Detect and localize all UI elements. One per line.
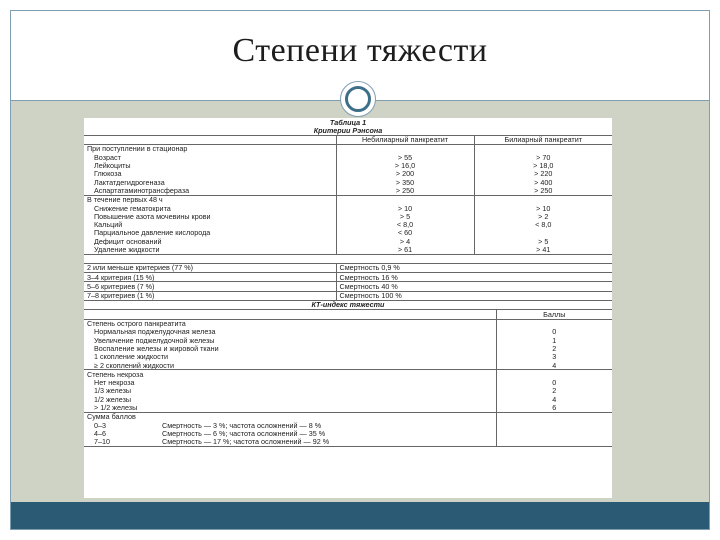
- row-value: > 200: [336, 170, 474, 178]
- section-title: Сумма баллов: [87, 412, 136, 422]
- row-label: Воспаление железы и жировой ткани: [94, 344, 219, 353]
- divider-ornament-icon: [340, 81, 376, 117]
- row-value: > 2: [474, 212, 612, 220]
- row-label: 1/3 железы: [94, 386, 132, 396]
- row-label: ≥ 2 скоплений жидкости: [94, 361, 174, 370]
- row-label: 1 скопление жидкости: [94, 352, 169, 362]
- row-label: Снижение гематокрита: [94, 203, 171, 213]
- row-value: > 61: [336, 245, 474, 254]
- ranson-criteria-table: [84, 118, 612, 255]
- points-header: Баллы: [496, 310, 612, 319]
- points-value: 6: [496, 404, 612, 413]
- sum-range: 7–10: [94, 437, 110, 447]
- row-value: < 8,0: [336, 221, 474, 229]
- row-value: > 250: [474, 186, 612, 195]
- row-value: > 16,0: [336, 161, 474, 169]
- section-title: Степень острого панкреатита: [87, 319, 186, 328]
- table-subcaption: Критерии Рэнсона: [313, 126, 383, 135]
- points-value: 2: [496, 387, 612, 395]
- mortality-table: [84, 263, 612, 301]
- points-value: 1: [496, 336, 612, 344]
- footer-bar: [11, 502, 709, 529]
- row-label: Лейкоциты: [94, 161, 131, 170]
- row-value: > 10: [336, 204, 474, 212]
- row-label: Возраст: [94, 153, 121, 162]
- row-label: Глюкоза: [94, 169, 122, 179]
- points-value: 4: [496, 395, 612, 403]
- row-label: Нормальная поджелудочная железа: [94, 327, 216, 337]
- section-title: При поступлении в стационар: [87, 144, 188, 154]
- criteria-label: 7–8 критериев (1 %): [87, 291, 155, 301]
- row-value: > 350: [336, 178, 474, 186]
- mortality-value: Смертность 40 %: [336, 282, 612, 291]
- sum-range: 4–6: [94, 429, 106, 438]
- row-value: > 5: [474, 237, 612, 245]
- row-label: Парциальное давление кислорода: [94, 228, 211, 238]
- row-label: Кальций: [94, 220, 123, 229]
- sum-text: Смертность — 17 %; частота осложнений — 92 %: [162, 437, 330, 447]
- points-value: 4: [496, 361, 612, 370]
- row-label: Нет некроза: [94, 378, 135, 387]
- slide-title: Степени тяжести: [232, 32, 488, 69]
- row-label: Дефицит оснований: [94, 237, 162, 246]
- row-label: > 1/2 железы: [94, 403, 138, 413]
- section-title: Степень некроза: [87, 369, 144, 379]
- row-value: > 5: [336, 212, 474, 220]
- mortality-value: Смертность 16 %: [336, 273, 612, 282]
- section-title: В течение первых 48 ч: [87, 195, 163, 204]
- sum-text: Смертность — 6 %; частота осложнений — 35 %: [162, 429, 326, 438]
- row-value: > 250: [336, 186, 474, 195]
- row-value: < 60: [336, 229, 474, 237]
- mortality-value: Смертность 100 %: [336, 291, 612, 300]
- points-value: 0: [496, 328, 612, 336]
- points-value: 0: [496, 379, 612, 387]
- row-value: > 10: [474, 204, 612, 212]
- row-value: > 70: [474, 153, 612, 161]
- row-value: > 400: [474, 178, 612, 186]
- row-label: Аспартатаминотрансфераза: [94, 186, 190, 195]
- ct-index-table: [84, 301, 612, 421]
- criteria-label: 2 или меньше критериев (77 %): [87, 263, 193, 273]
- row-value: > 41: [474, 245, 612, 254]
- points-value: 3: [496, 353, 612, 361]
- row-value: > 4: [336, 237, 474, 245]
- row-label: 1/2 железы: [94, 395, 132, 404]
- table-caption: Таблица 1: [329, 118, 367, 127]
- row-label: Лактатдегидрогеназа: [94, 178, 165, 187]
- row-value: < 8,0: [474, 221, 612, 229]
- col-header-biliary: Билиарный панкреатит: [474, 135, 612, 144]
- col-header-nonbiliary: Небилиарный панкреатит: [336, 135, 474, 144]
- criteria-label: 5–6 критериев (7 %): [87, 281, 155, 291]
- row-label: Удаление жидкости: [94, 245, 160, 254]
- ct-caption: КТ-индекс тяжести: [311, 300, 385, 310]
- sum-table: [84, 421, 612, 447]
- row-value: > 220: [474, 170, 612, 178]
- criteria-label: 3–4 критерия (15 %): [87, 272, 155, 282]
- ranson-table-image: [84, 118, 612, 498]
- row-value: [474, 229, 612, 237]
- row-value: > 55: [336, 153, 474, 161]
- points-value: 2: [496, 344, 612, 352]
- sum-range: 0–3: [94, 421, 106, 430]
- mortality-value: Смертность 0,9 %: [336, 263, 612, 272]
- row-label: Увеличение поджелудочной железы: [94, 336, 215, 345]
- row-value: > 18,0: [474, 161, 612, 169]
- sum-text: Смертность — 3 %; частота осложнений — 8 %: [162, 421, 322, 430]
- row-label: Повышение азота мочевины крови: [94, 212, 211, 221]
